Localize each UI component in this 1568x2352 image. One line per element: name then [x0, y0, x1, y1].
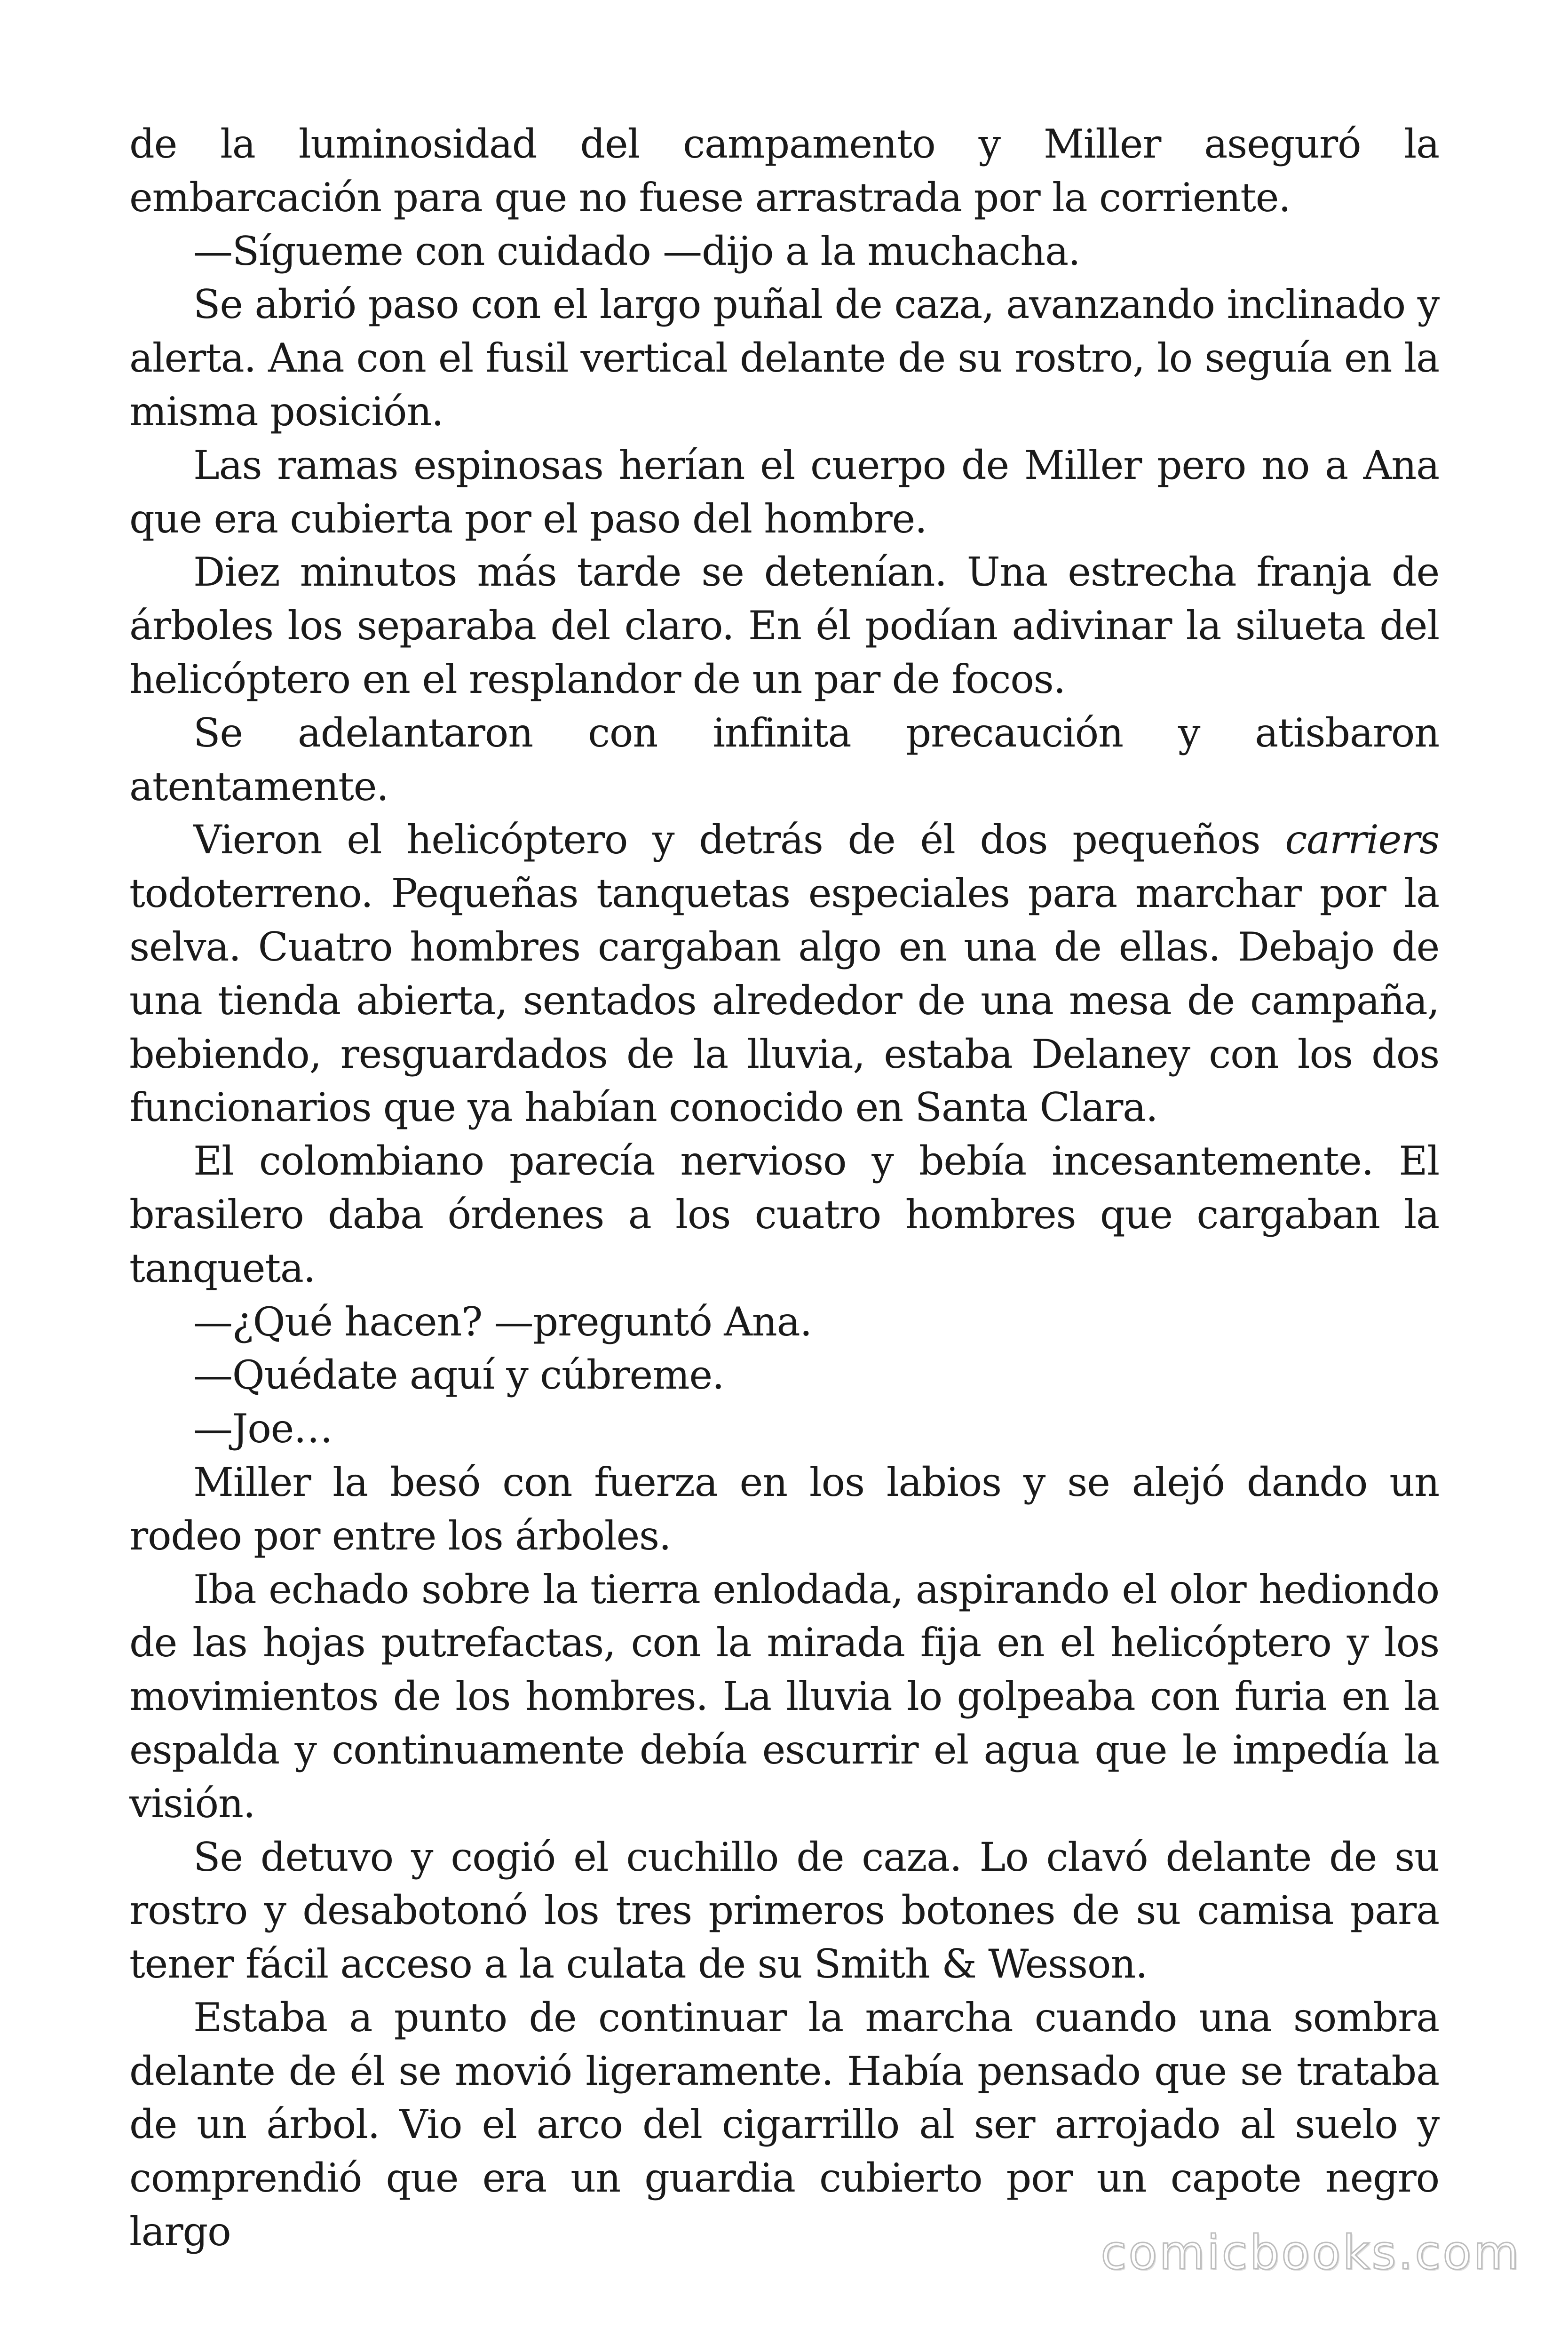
watermark: comicbooks.com	[1101, 2225, 1521, 2280]
paragraph: Diez minutos más tarde se detenían. Una estrecha franja de árboles los separaba del claro. En él podían adivinar la silueta del helicóptero en el resplandor de un par de focos.	[129, 549, 1439, 702]
paragraph: —¿Qué hacen? —preguntó Ana.	[193, 1298, 812, 1345]
paragraph: Se detuvo y cogió el cuchillo de caza. Lo clavó delante de su rostro y desabotonó los tres primeros botones de su camisa para tener fácil acceso a la culata de su Smith & Wesson.	[129, 1834, 1439, 1987]
italic-term: carriers	[1285, 817, 1439, 863]
paragraph: Las ramas espinosas herían el cuerpo de Miller pero no a Ana que era cubierta por el paso del hombre.	[129, 442, 1439, 542]
paragraph: —Joe…	[193, 1406, 333, 1452]
paragraph: Se adelantaron con infinita precaución y atisbaron atentamente.	[129, 709, 1439, 810]
paragraph	[129, 813, 1439, 1135]
paragraph: Se abrió paso con el largo puñal de caza, avanzando inclinado y alerta. Ana con el fusil vertical delante de su rostro, lo seguía en la misma posición.	[129, 281, 1439, 435]
paragraph: —Sígueme con cuidado —dijo a la muchacha.	[193, 228, 1080, 274]
paragraph: Estaba a punto de continuar la marcha cuando una sombra delante de él se movió ligeramente. Había pensado que se trataba de un árbol. Vio el arco del cigarrillo al ser arrojado al suelo y comprendió que era un guardia cubierto por un capote negro largo	[129, 1994, 1439, 2255]
paragraph: —Quédate aquí y cúbreme.	[193, 1352, 724, 1398]
paragraph-text: Vieron el helicóptero y detrás de él dos pequeños	[193, 817, 1285, 863]
paragraph: Miller la besó con fuerza en los labios y se alejó dando un rodeo por entre los árboles.	[129, 1459, 1439, 1559]
paragraph-text: todoterreno. Pequeñas tanquetas especiales para marchar por la selva. Cuatro hombres cargaban algo en una de ellas. Debajo de una tienda abierta, sentados alrededor de una mesa de campaña, bebiendo, resguardados de la lluvia, estaba Delaney con los dos funcionarios que ya habían conocido en Santa Clara.	[129, 870, 1439, 1131]
paragraph: Iba echado sobre la tierra enlodada, aspirando el olor hediondo de las hojas putrefactas, con la mirada fija en el helicóptero y los movimientos de los hombres. La lluvia lo golpeaba con furia en la espalda y continuamente debía escurrir el agua que le impedía la visión.	[129, 1566, 1439, 1827]
paragraph: de la luminosidad del campamento y Miller aseguró la embarcación para que no fuese arrastrada por la corriente.	[129, 121, 1439, 221]
paragraph: El colombiano parecía nervioso y bebía incesantemente. El brasilero daba órdenes a los cuatro hombres que cargaban la tanqueta.	[129, 1138, 1439, 1291]
page-body	[129, 118, 1439, 2259]
